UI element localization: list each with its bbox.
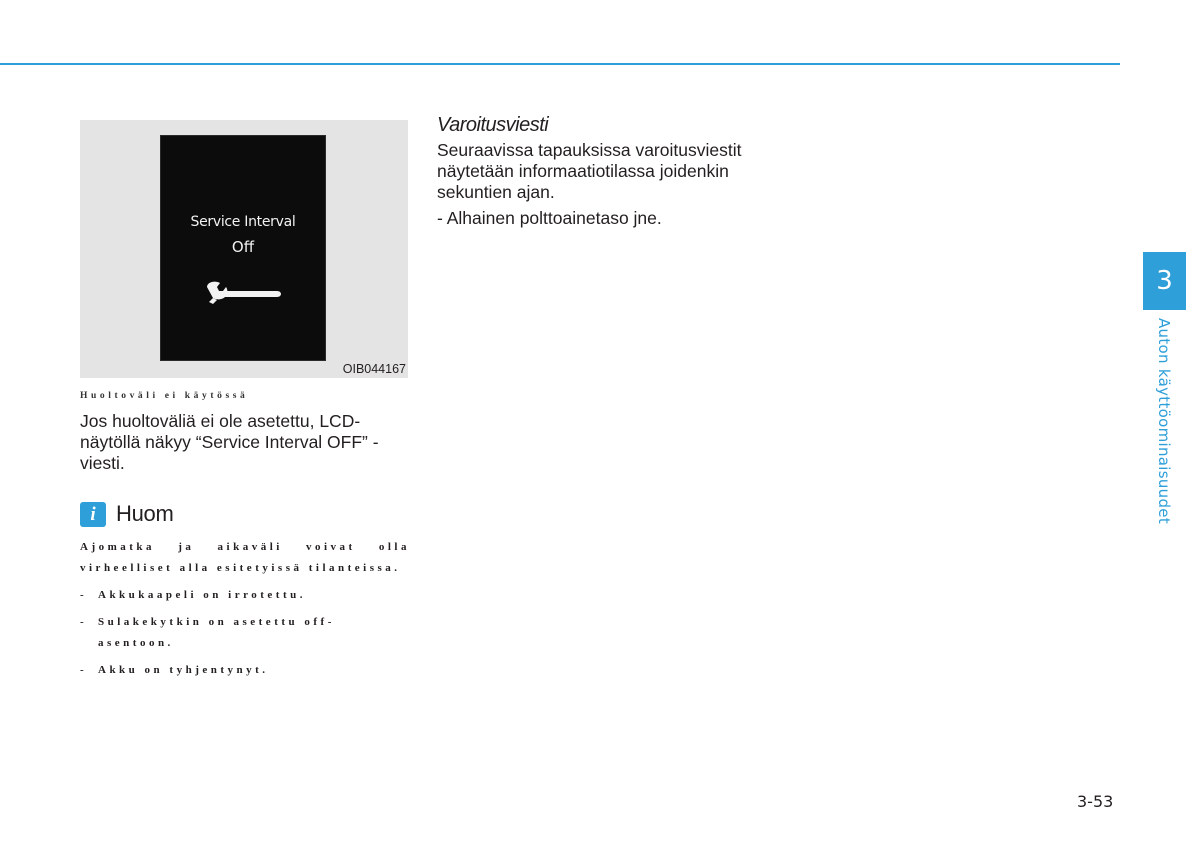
bullet-text: Sulakekytkin on asetettu off-asentoon. xyxy=(98,616,335,649)
service-interval-paragraph: Jos huoltoväliä ei ole asetettu, LCD-näytöllä näkyy “Service Interval OFF” -viesti. xyxy=(80,411,379,473)
note-bullet xyxy=(80,660,410,681)
screen-off-text: Off xyxy=(231,238,255,256)
page-number: 3-53 xyxy=(1077,792,1114,811)
note-title: Huom xyxy=(116,501,174,526)
section-title: Varoitusviesti xyxy=(437,114,549,136)
bullet-dash: - xyxy=(80,664,88,676)
caption-title: Huoltoväli ei käytössä xyxy=(80,391,249,401)
warning-item: - Alhainen polttoainetaso jne. xyxy=(437,208,662,228)
note-bullet xyxy=(80,585,410,606)
lcd-screen xyxy=(161,136,325,360)
chapter-number-tab: 3 xyxy=(1143,252,1186,310)
note-paragraph: Ajomatka ja aikaväli voivat olla virheelliset alla esitetyissä tilanteissa. xyxy=(80,541,410,574)
figure-panel xyxy=(80,120,408,378)
warning-section xyxy=(437,115,777,234)
top-rule xyxy=(0,63,1120,65)
note-header xyxy=(80,501,174,527)
warning-paragraph: Seuraavissa tapauksissa varoitusviestit näytetään informaatiotilassa joidenkin sekuntien ajan. xyxy=(437,140,742,202)
bullet-text: Akku on tyhjentynyt. xyxy=(98,664,269,676)
chapter-title: Auton käyttöominaisuudet xyxy=(1155,318,1173,525)
bullet-text: Akkukaapeli on irrotettu. xyxy=(98,589,307,601)
note-bullet xyxy=(80,612,410,654)
figure-code: OIB044167 xyxy=(342,362,406,376)
info-icon: i xyxy=(80,502,106,527)
screen-service-interval-text: Service Interval xyxy=(190,214,296,230)
wrench-icon xyxy=(203,278,283,308)
bullet-dash: - xyxy=(80,589,88,601)
bullet-dash: - xyxy=(80,616,88,628)
